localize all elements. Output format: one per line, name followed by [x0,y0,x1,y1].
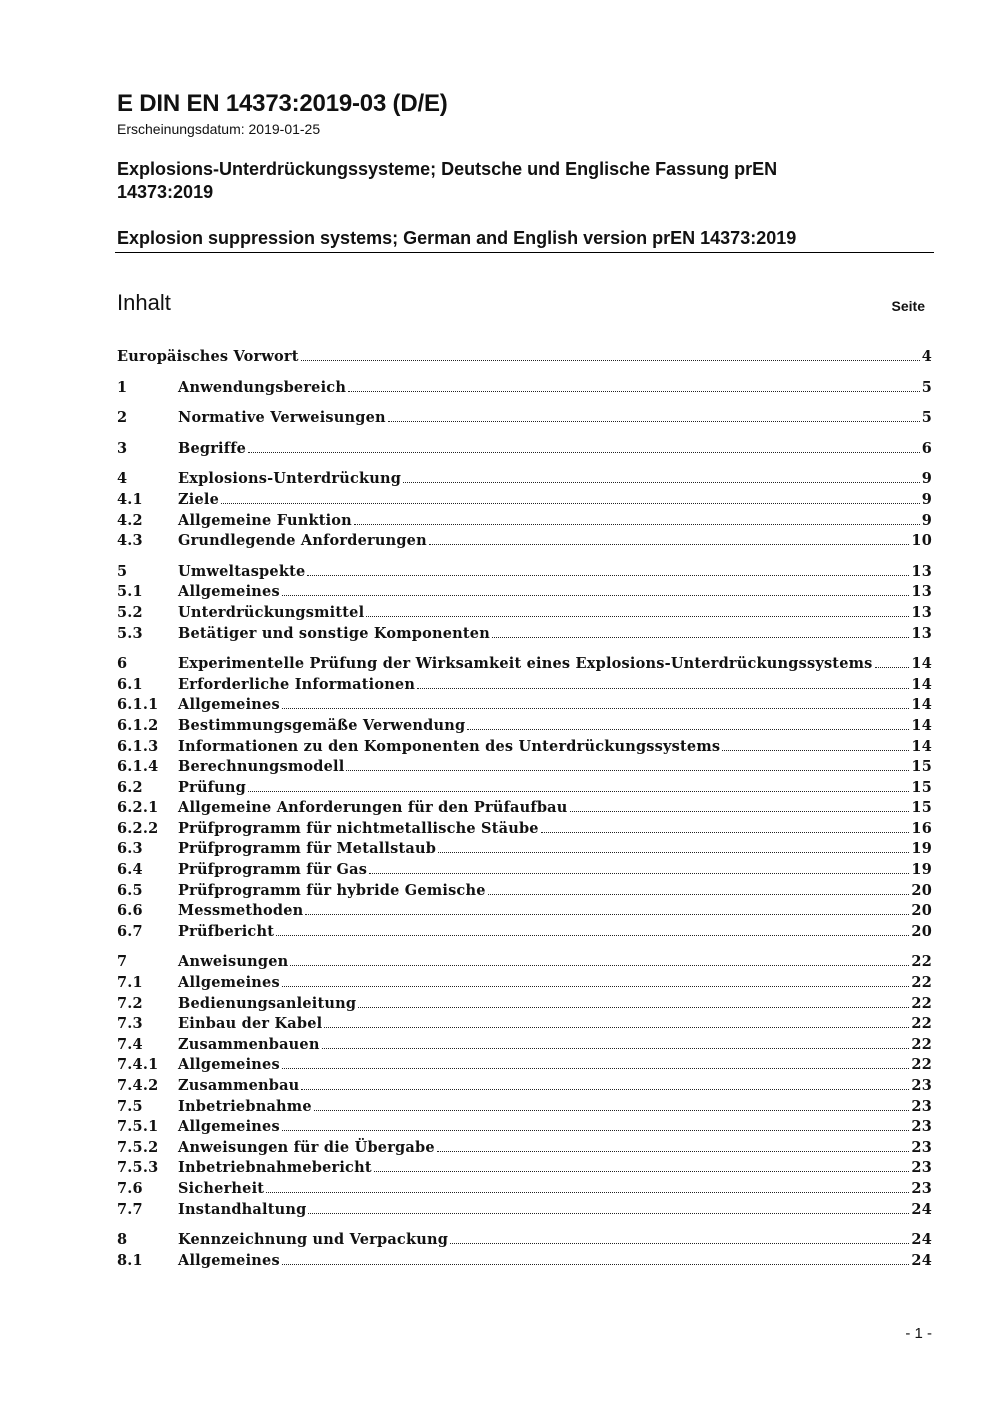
toc-leader-dots [467,729,909,730]
document-id: E DIN EN 14373:2019-03 (D/E) [117,90,448,117]
toc-entry-page: 24 [911,1231,932,1249]
toc-entry-page: 23 [911,1159,932,1177]
toc-entry-title: Allgemeines [178,1056,280,1074]
toc-entry-page: 15 [911,799,932,817]
toc-leader-dots [282,986,910,987]
toc-entry-page: 22 [911,1015,932,1033]
toc-leader-dots [358,1007,909,1008]
toc-entry-title: Anweisungen für die Übergabe [178,1138,435,1156]
toc-leader-dots [221,503,920,504]
toc-leader-dots [450,1243,909,1244]
toc-entry[interactable] [117,1231,932,1252]
toc-entry-number: 7.2 [117,994,143,1012]
toc-entry-number: 6.2.2 [117,819,159,837]
toc-entry-number: 3 [117,439,128,457]
toc-entry-page: 14 [911,696,932,714]
toc-entry[interactable] [117,995,932,1016]
toc-entry-page: 22 [911,953,932,971]
toc-leader-dots [488,894,910,895]
toc-entry[interactable] [117,840,932,861]
toc-entry-number: 7.6 [117,1179,143,1197]
toc-entry[interactable] [117,512,932,533]
toc-entry-page: 20 [911,922,932,940]
toc-entry-title: Betätiger und sonstige Komponenten [178,624,490,642]
toc-entry-title: Zusammenbau [178,1077,300,1094]
toc-leader-dots [314,1110,910,1111]
toc-entry-number: 6.1.2 [117,716,159,734]
toc-entry-title: Allgemeines [178,974,280,992]
toc-entry[interactable] [117,655,932,676]
toc-leader-dots [276,935,909,936]
toc-entry-page: 13 [911,603,932,621]
toc-entry[interactable] [117,1118,932,1139]
toc-entry-title: Messmethoden [178,902,304,920]
toc-entry-title: Berechnungsmodell [178,758,345,776]
toc-entry-title: Europäisches Vorwort [117,348,299,365]
toc-entry-page: 13 [911,562,932,580]
toc-entry-number: 7.5 [117,1097,143,1115]
toc-entry[interactable] [117,923,932,944]
toc-entry-number: 7.5.1 [117,1118,159,1136]
toc-entry-number: 6.2 [117,778,143,796]
toc-entry-page: 13 [911,583,932,601]
toc-entry-page: 20 [911,881,932,899]
toc-entry-number: 6.3 [117,840,143,858]
toc-entry-title: Prüfprogramm für nichtmetallische Stäube [178,819,539,837]
toc-entry-number: 5.3 [117,624,143,642]
toc-entry-number: 6.4 [117,861,143,879]
toc-entry-title: Prüfung [178,778,246,796]
toc-entry-title: Allgemeines [178,1118,280,1136]
toc-leader-dots [324,1027,909,1028]
toc-entry-number: 7.4.2 [117,1077,159,1094]
toc-entry-number: 6.1.3 [117,737,159,755]
toc-entry-page: 23 [911,1097,932,1115]
toc-entry-title: Inbetriebnahmebericht [178,1159,372,1177]
toc-entry-number: 4.3 [117,532,143,550]
toc-entry-title: Inbetriebnahme [178,1097,312,1115]
toc-entry[interactable] [117,820,932,841]
toc-entry-number: 7.3 [117,1015,143,1033]
toc-entry-page: 14 [911,716,932,734]
toc-entry[interactable] [117,1201,932,1222]
toc-entry-title: Allgemeines [178,583,280,601]
toc-entry-page: 14 [911,737,932,755]
toc-entry-page: 6 [921,439,932,457]
toc-entry-title: Experimentelle Prüfung der Wirksamkeit eines Explosions-Unterdrückungssystems [178,655,873,673]
toc-entry[interactable] [117,625,932,646]
toc-entry[interactable] [117,738,932,759]
toc-entry[interactable] [117,676,932,697]
toc-entry[interactable] [117,1159,932,1180]
toc-entry[interactable] [117,379,932,400]
toc-leader-dots [282,1130,910,1131]
toc-entry-page: 5 [921,409,932,427]
toc-entry-title: Unterdrückungsmittel [178,603,365,621]
title-german: Explosions-Unterdrückungssysteme; Deutsche und Englische Fassung prEN 14373:2019 [117,159,778,202]
toc-entry-page: 9 [921,511,932,529]
toc-entry-number: 4.2 [117,511,143,529]
toc-entry-title: Anwendungsbereich [178,378,347,396]
toc-entry-number: 6.1.1 [117,696,159,714]
toc-leader-dots [438,852,909,853]
toc-entry-title: Explosions-Unterdrückung [178,470,402,488]
toc-entry-number: 7.5.3 [117,1159,159,1177]
toc-entry-page: 24 [911,1200,932,1218]
toc-entry[interactable] [117,717,932,738]
toc-entry[interactable] [117,348,932,369]
toc-entry[interactable] [117,1180,932,1201]
toc-entry-page: 13 [911,624,932,642]
toc-entry[interactable] [117,861,932,882]
toc-leader-dots [308,1213,909,1214]
toc-entry-page: 19 [911,840,932,858]
toc-leader-dots [417,688,909,689]
toc-entry-title: Allgemeines [178,696,280,714]
toc-entry[interactable] [117,563,932,584]
toc-entry[interactable] [117,491,932,512]
toc-leader-dots [282,595,910,596]
toc-entry-title: Anweisungen [178,953,289,971]
toc-entry-number: 8 [117,1231,128,1249]
toc-entry-page: 4 [921,348,932,365]
toc-entry[interactable] [117,799,932,820]
publication-date: Erscheinungsdatum: 2019-01-25 [117,121,321,137]
toc-leader-dots [248,791,909,792]
toc-entry-number: 6.1.4 [117,758,159,776]
toc-entry[interactable] [117,1056,932,1077]
toc-leader-dots [354,524,920,525]
toc-entry-number: 4.1 [117,490,143,508]
toc-entry-title: Allgemeines [178,1251,280,1269]
toc-entry-page: 22 [911,1056,932,1074]
toc-entry-page: 14 [911,655,932,673]
toc-entry[interactable] [117,409,932,430]
toc-entry[interactable] [117,1252,932,1273]
toc-entry-title: Prüfprogramm für Metallstaub [178,840,437,858]
toc-entry[interactable] [117,1098,932,1119]
toc-entry[interactable] [117,604,932,625]
toc-entry-title: Prüfprogramm für Gas [178,861,368,879]
toc-entry[interactable] [117,1036,932,1057]
toc-entry-page: 15 [911,778,932,796]
toc-entry-page: 20 [911,902,932,920]
toc-entry[interactable] [117,470,932,491]
toc-entry-number: 2 [117,409,128,427]
toc-entry[interactable] [117,583,932,604]
toc-leader-dots [722,750,909,751]
toc-entry-number: 5.2 [117,603,143,621]
toc-entry-page: 19 [911,861,932,879]
toc-entry-number: 6 [117,655,128,673]
toc-leader-dots [429,544,910,545]
toc-leader-dots [366,616,909,617]
toc-entry-title: Begriffe [178,439,247,457]
toc-entry-title: Normative Verweisungen [178,409,386,427]
toc-entry[interactable] [117,902,932,923]
toc-entry-number: 6.6 [117,902,143,920]
toc-entry-title: Bedienungsanleitung [178,994,357,1012]
toc-entry-page: 23 [911,1118,932,1136]
toc-leader-dots [248,452,920,453]
toc-entry-title: Erforderliche Informationen [178,675,416,693]
toc-entry-page: 22 [911,1035,932,1053]
toc-leader-dots [492,637,909,638]
toc-entry-page: 14 [911,675,932,693]
toc-entry[interactable] [117,440,932,461]
toc-entry-number: 7.4.1 [117,1056,159,1074]
toc-leader-dots [282,1264,910,1265]
toc-entry-title: Kennzeichnung und Verpackung [178,1231,449,1249]
title-english: Explosion suppression systems; German and English version prEN 14373:2019 [117,228,797,248]
toc-leader-dots [374,1171,910,1172]
toc-entry-number: 4 [117,470,128,488]
toc-entry-title: Umweltaspekte [178,562,306,580]
toc-leader-dots [437,1151,910,1152]
toc-leader-dots [403,482,920,483]
toc-heading: Inhalt [117,290,171,315]
toc-leader-dots [388,421,920,422]
toc-leader-dots [570,811,910,812]
toc-entry-number: 6.1 [117,675,143,693]
toc-leader-dots [348,391,920,392]
toc-entry-title: Allgemeine Funktion [178,511,352,529]
toc-entry-title: Einbau der Kabel [178,1015,323,1033]
toc-leader-dots [322,1048,910,1049]
toc-entry-title: Ziele [178,490,220,508]
toc-entry-page: 22 [911,974,932,992]
toc-entry[interactable] [117,953,932,974]
toc-entry-page: 9 [921,470,932,488]
toc-entry-title: Prüfbericht [178,922,275,940]
toc-entry[interactable] [117,1015,932,1036]
toc-leader-dots [290,965,909,966]
toc-entry-title: Bestimmungsgemäße Verwendung [178,716,466,734]
toc-entry-number: 7.4 [117,1035,143,1053]
toc-entry[interactable] [117,1077,932,1098]
toc-entry-number: 6.7 [117,922,143,940]
toc-entry-number: 5 [117,562,128,580]
toc-leader-dots [301,360,920,361]
toc-entry-page: 23 [911,1179,932,1197]
toc-entry-number: 1 [117,378,128,396]
toc-leader-dots [301,1089,909,1090]
toc-entry-number: 6.5 [117,881,143,899]
toc-entry[interactable] [117,882,932,903]
toc-entry-title: Grundlegende Anforderungen [178,532,427,550]
toc-entry-number: 8.1 [117,1251,143,1269]
toc-entry-page: 15 [911,758,932,776]
toc-entry-title: Informationen zu den Komponenten des Unterdrückungssystems [178,737,721,755]
toc-entry-page: 22 [911,994,932,1012]
toc-entry-number: 7 [117,953,128,971]
toc-entry-number: 5.1 [117,583,143,601]
toc-leader-dots [346,770,909,771]
toc-leader-dots [282,1068,910,1069]
toc-leader-dots [282,708,910,709]
toc-entry-title: Zusammenbauen [178,1035,320,1053]
page-number: - 1 - [905,1325,932,1342]
toc-entry-number: 7.1 [117,974,143,992]
toc-leader-dots [875,667,910,668]
toc-leader-dots [305,914,909,915]
table-of-contents [117,348,932,1272]
toc-entry-page: 10 [911,532,932,550]
toc-entry[interactable] [117,779,932,800]
toc-entry[interactable] [117,1139,932,1160]
toc-entry-page: 16 [911,819,932,837]
toc-entry[interactable] [117,758,932,779]
toc-entry-title: Allgemeine Anforderungen für den Prüfaufbau [178,799,568,817]
toc-entry-page: 24 [911,1251,932,1269]
toc-leader-dots [541,832,910,833]
toc-entry-number: 6.2.1 [117,799,159,817]
toc-entry-title: Sicherheit [178,1179,265,1197]
toc-entry-page: 23 [911,1077,932,1094]
toc-entry-page: 9 [921,490,932,508]
toc-leader-dots [266,1192,909,1193]
header-divider [115,252,934,253]
toc-entry[interactable] [117,974,932,995]
toc-entry[interactable] [117,696,932,717]
toc-entry-title: Prüfprogramm für hybride Gemische [178,881,486,899]
toc-entry-number: 7.7 [117,1200,143,1218]
toc-page-column-label: Seite [891,298,925,314]
toc-leader-dots [307,575,909,576]
toc-entry-title: Instandhaltung [178,1200,307,1218]
toc-entry-number: 7.5.2 [117,1138,159,1156]
toc-entry-page: 5 [921,378,932,396]
toc-entry[interactable] [117,532,932,553]
toc-leader-dots [369,873,909,874]
toc-entry-page: 23 [911,1138,932,1156]
